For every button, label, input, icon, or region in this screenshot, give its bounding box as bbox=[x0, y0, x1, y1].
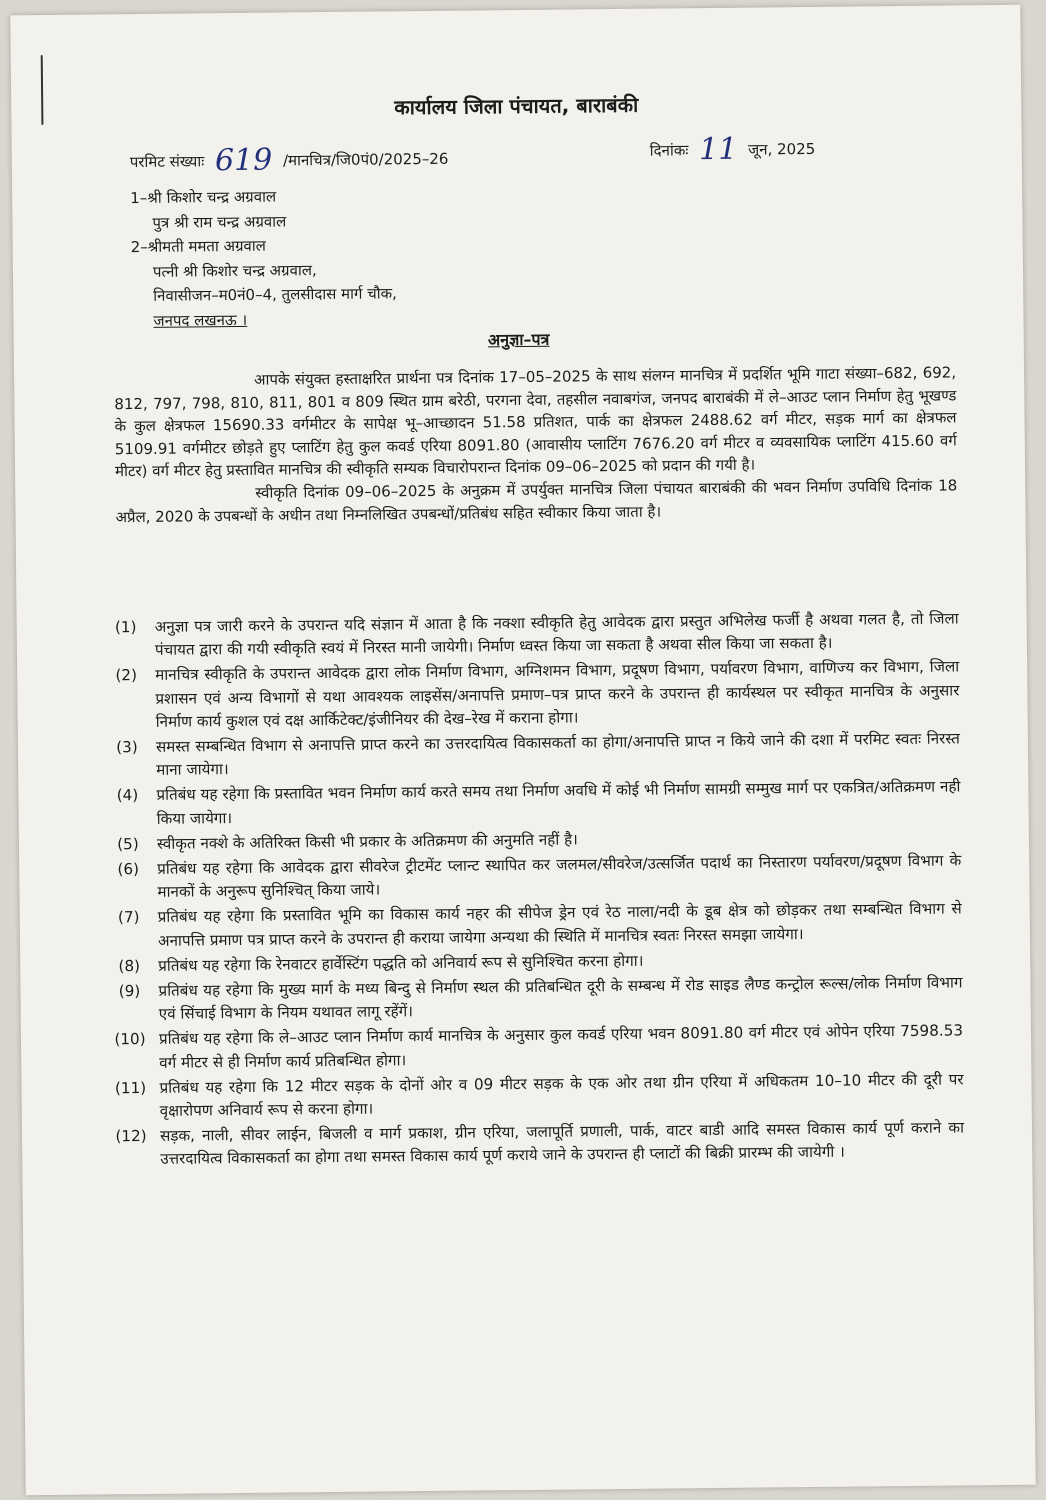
date-label: दिनांकः bbox=[649, 141, 689, 160]
condition-text: प्रतिबंध यह रहेगा कि 12 मीटर सड़क के दोनों ओर व 09 मीटर सड़क के एक ओर तथा ग्रीन एरिया में अधिकतम 10–10 मीटर की दूरी पर वृक्षारोपण अनिवार्य रूप से करना होगा। bbox=[159, 1070, 964, 1120]
condition-item bbox=[97, 656, 960, 735]
condition-number: (2) bbox=[115, 666, 138, 685]
condition-item bbox=[98, 727, 960, 782]
condition-text: प्रतिबंध यह रहेगा कि रेनवाटर हार्वेस्टिंग पद्धति को अनिवार्य रूप से सुनिश्चित करना होगा। bbox=[158, 951, 644, 975]
condition-item bbox=[100, 898, 962, 953]
condition-item bbox=[101, 1020, 963, 1075]
condition-number: (12) bbox=[115, 1127, 147, 1146]
condition-number: (1) bbox=[114, 618, 137, 637]
addressee-line: पुत्र श्री राम चन्द्र अग्रवाल bbox=[152, 211, 287, 232]
condition-text: प्रतिबंध यह रहेगा कि आवेदक द्वारा सीवरेज ट्रीटमेंट प्लान्ट स्थापित कर जलमल/सीवरेज/उत्सर्जित पदार्थ का निस्तारण पर्यावरण/प्रदूषण विभाग के मानकों के अनुरूप सुनिश्चित् किया जाये। bbox=[157, 851, 962, 902]
permit-number-handwritten: 619 bbox=[214, 142, 273, 179]
addressee-line: जनपद लखनऊ । bbox=[153, 310, 248, 330]
addressee-block bbox=[130, 183, 397, 333]
conditions-list bbox=[97, 607, 965, 1174]
condition-item bbox=[100, 971, 962, 1026]
condition-number: (11) bbox=[114, 1078, 147, 1098]
condition-number: (7) bbox=[117, 908, 140, 927]
body-paragraph: आपके संयुक्त हस्ताक्षरित प्रार्थना पत्र दिनांक 17–05–2025 के साथ संलग्न मानचित्र में प्रदर्शित भूमि गाटा संख्या–682, 692, 812, 797, 798, 810, 811, 801 व 809 स्थित ग्राम बरेठी, परगना देवा, तहसील नवाबगंज, जनपद बाराबंकी में ले–आउट प्लान निर्माण हेतु भूखण्ड के कुल क्षेत्रफल 15690.33 वर्गमीटर के सापेक्ष भू–आच्छादन 51.58 प्रतिशत, पार्क का क्षेत्रफल 2488.62 वर्ग मीटर, सड़क मार्ग का क्षेत्रफल 5109.91 वर्गमीटर छोड़ते हुए प्लाटिंग हेतु कुल कवर्ड एरिया 8091.80 (आवासीय प्लाटिंग 7676.20 वर्ग मीटर व व्यवसायिक प्लाटिंग 415.60 वर्ग मीटर) वर्ग मीटर हेतु प्रस्तावित मानचित्र की स्वीकृति सम्यक विचारोपरान्त दिनांक 09–06–2025 को प्रदान की गयी है। bbox=[114, 363, 957, 481]
condition-item bbox=[101, 1068, 963, 1123]
condition-number: (5) bbox=[117, 834, 139, 854]
condition-number: (9) bbox=[118, 982, 141, 1001]
date-day-handwritten: 11 bbox=[698, 131, 738, 168]
condition-text: अनुज्ञा पत्र जारी करने के उपरान्त यदि संज्ञान में आता है कि नक्शा स्वीकृति हेतु आवेदक द्वारा प्रस्तुत अभिलेख फर्जी है अथवा गलत है, तो जिला पंचायत द्वारा की गयी स्वीकृति स्वयं में निरस्त मानी जायेगी। निर्माण ध्वस्त किया जा सकता है अथवा सील किया जा सकता है। bbox=[154, 609, 959, 660]
condition-item bbox=[98, 776, 960, 831]
condition-text: सड़क, नाली, सीवर लाईन, बिजली व मार्ग प्रकाश, ग्रीन एरिया, जलापूर्ति प्रणाली, पार्क, वाटर बाडी आदि समस्त विकास कार्य पूर्ण कराने का उत्तरदायित्व विकासकर्ता का होगा तथा समस्त विकास कार्य पूर्ण कराये जाने के उपरान्त ही प्लाटों की बिक्री प्रारम्भ की जायेगी । bbox=[159, 1118, 965, 1169]
subject-heading: अनुज्ञा–पत्र bbox=[487, 329, 550, 350]
body-paragraph: स्वीकृति दिनांक 09–06–2025 के अनुक्रम में उपर्युक्त मानचित्र जिला पंचायत बाराबंकी की भवन निर्माण उपविधि दिनांक 18 अप्रैल, 2020 के उपबन्धों के अधीन तथा निम्नलिखित उपबन्धों/प्रतिबंध सहित स्वीकार किया जाता है। bbox=[115, 476, 958, 526]
permit-suffix: /मानचित्र/जि0पं0/2025–26 bbox=[282, 149, 449, 170]
addressee-line: 1–श्री किशोर चन्द्र अग्रवाल bbox=[130, 187, 277, 208]
condition-number: (10) bbox=[114, 1030, 146, 1049]
permit-line bbox=[129, 131, 910, 179]
office-title: कार्यालय जिला पंचायत, बाराबंकी bbox=[394, 92, 639, 120]
addressee-line: पत्नी श्री किशोर चन्द्र अग्रवाल, bbox=[152, 260, 317, 281]
condition-text: प्रतिबंध यह रहेगा कि ले–आउट प्लान निर्माण कार्य मानचित्र के अनुसार कुल कवर्ड एरिया भवन 8091.80 वर्ग मीटर एवं ओपेन एरिया 7598.53 वर्ग मीटर से ही निर्माण कार्य प्रतिबन्धित होगा। bbox=[158, 1021, 964, 1072]
condition-text: प्रतिबंध यह रहेगा कि मुख्य मार्ग के मध्य बिन्दु से निर्माण स्थल की प्रतिबन्धित दूरी के सम्बन्ध में रोड साइड लैण्ड कन्ट्रोल रूल्स/लोक निर्माण विभाग एवं सिंचाई विभाग के नियम यथावत लागू रहेंगें। bbox=[158, 973, 963, 1024]
condition-text: मानचित्र स्वीकृति के उपरान्त आवेदक द्वारा लोक निर्माण विभाग, अग्निशमन विभाग, प्रदूषण विभाग, पर्यावरण विभाग, वाणिज्य कर विभाग, जिला प्रशासन एवं अन्य विभागों से यथा आवश्यक लाइसेंस/अनापत्ति प्रमाण–पत्र प्राप्त करने के उपरान्त ही कार्यस्थल पर स्वीकृत मानचित्र के अनुसार निर्माण कार्य कुशल एवं दक्ष आर्किटेक्ट/इंजीनियर की देख–रेख में कराना होगा। bbox=[155, 657, 960, 731]
document-page bbox=[10, 5, 1035, 1495]
condition-item bbox=[99, 849, 961, 904]
condition-number: (8) bbox=[118, 956, 141, 976]
condition-text: समस्त सम्बन्धित विभाग से अनापत्ति प्राप्त करने का उत्तरदायित्व विकासकर्ता का होगा/अनापत्ति प्राप्त न किये जाने की दशा में परमिट स्वतः निरस्त माना जायेगा। bbox=[155, 729, 960, 780]
condition-number: (6) bbox=[117, 860, 140, 879]
addressee-line: निवासीजन–म0नं0–4, तुलसीदास मार्ग चौक, bbox=[153, 284, 397, 305]
condition-item bbox=[102, 1117, 964, 1172]
date-month-year: जून, 2025 bbox=[748, 139, 816, 159]
body-text bbox=[114, 361, 958, 528]
condition-text: प्रतिबंध यह रहेगा कि प्रस्तावित भूमि का विकास कार्य नहर की सीपेज ड्रेन एवं रेठ नाला/नदी के डूब क्षेत्र को छोड़कर तथा सम्बन्धित विभाग से अनापत्ति प्रमाण पत्र प्राप्त करने के उपरान्त ही कराया जायेगा अन्यथा की स्थिति में मानचित्र स्वतः निरस्त समझा जायेगा। bbox=[157, 899, 962, 950]
date-block bbox=[649, 127, 816, 168]
condition-text: स्वीकृत नक्शे के अतिरिक्त किसी भी प्रकार के अतिक्रमण की अनुमति नहीं है। bbox=[156, 830, 578, 853]
condition-text: प्रतिबंध यह रहेगा कि प्रस्तावित भवन निर्माण कार्य करते समय तथा निर्माण अवधि में कोई भी निर्माण सामग्री सम्मुख मार्ग पर एकत्रित/अतिक्रमण नही किया जायेगा। bbox=[156, 777, 961, 828]
condition-item bbox=[97, 607, 959, 662]
condition-number: (3) bbox=[116, 738, 138, 757]
permit-label: परमिट संख्याः bbox=[129, 152, 205, 172]
condition-number: (4) bbox=[116, 786, 139, 805]
addressee-line: 2–श्रीमती ममता अग्रवाल bbox=[130, 236, 266, 257]
